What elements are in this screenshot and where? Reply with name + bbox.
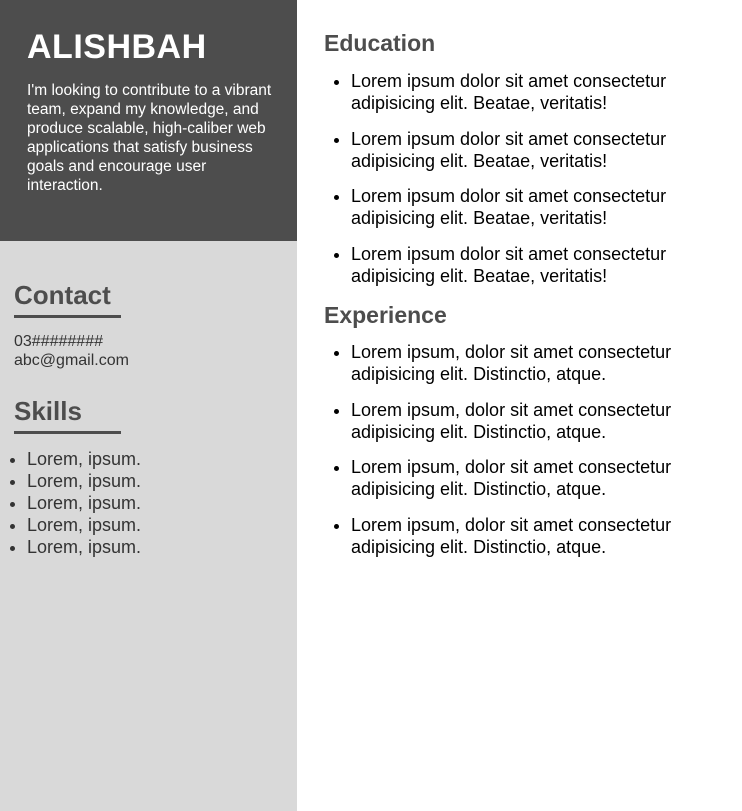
education-item: • Lorem ipsum dolor sit amet consectetur adipisicing elit. Beatae, veritatis!: [351, 185, 711, 229]
contact-title: Contact: [14, 280, 111, 310]
education-item: • Lorem ipsum dolor sit amet consectetur adipisicing elit. Beatae, veritatis!: [351, 70, 711, 114]
education-item: • Lorem ipsum dolor sit amet consectetur adipisicing elit. Beatae, veritatis!: [351, 243, 711, 287]
experience-item: • Lorem ipsum, dolor sit amet consectetur adipisicing elit. Distinctio, atque.: [351, 399, 711, 443]
profile-header: [0, 0, 297, 241]
contact-underline: [14, 315, 121, 318]
skill-item: • Lorem, ipsum.: [27, 514, 141, 536]
profile-summary: I'm looking to contribute to a vibrant team, expand my knowledge, and produce scalable, high-caliber web applications that satisfy business goals and encourage user interaction.: [27, 82, 272, 194]
skill-item: • Lorem, ipsum.: [27, 536, 141, 558]
experience-list: [351, 341, 711, 571]
skill-item: • Lorem, ipsum.: [27, 448, 141, 470]
experience-item: • Lorem ipsum, dolor sit amet consectetur adipisicing elit. Distinctio, atque.: [351, 514, 711, 558]
skill-item: • Lorem, ipsum.: [27, 492, 141, 514]
experience-item: • Lorem ipsum, dolor sit amet consectetur adipisicing elit. Distinctio, atque.: [351, 341, 711, 385]
contact-email[interactable]: abc@gmail.com: [14, 352, 129, 369]
education-title: Education: [324, 30, 436, 56]
skill-item: • Lorem, ipsum.: [27, 470, 141, 492]
experience-item: • Lorem ipsum, dolor sit amet consectetur adipisicing elit. Distinctio, atque.: [351, 456, 711, 500]
education-list: [351, 70, 711, 300]
skills-underline: [14, 431, 121, 434]
education-item: • Lorem ipsum dolor sit amet consectetur adipisicing elit. Beatae, veritatis!: [351, 128, 711, 172]
contact-phone: 03########: [14, 333, 103, 350]
skills-list: [27, 448, 141, 558]
experience-title: Experience: [324, 302, 447, 328]
profile-name: ALISHBAH: [27, 28, 207, 66]
skills-title: Skills: [14, 396, 82, 426]
sidebar: [0, 0, 297, 811]
